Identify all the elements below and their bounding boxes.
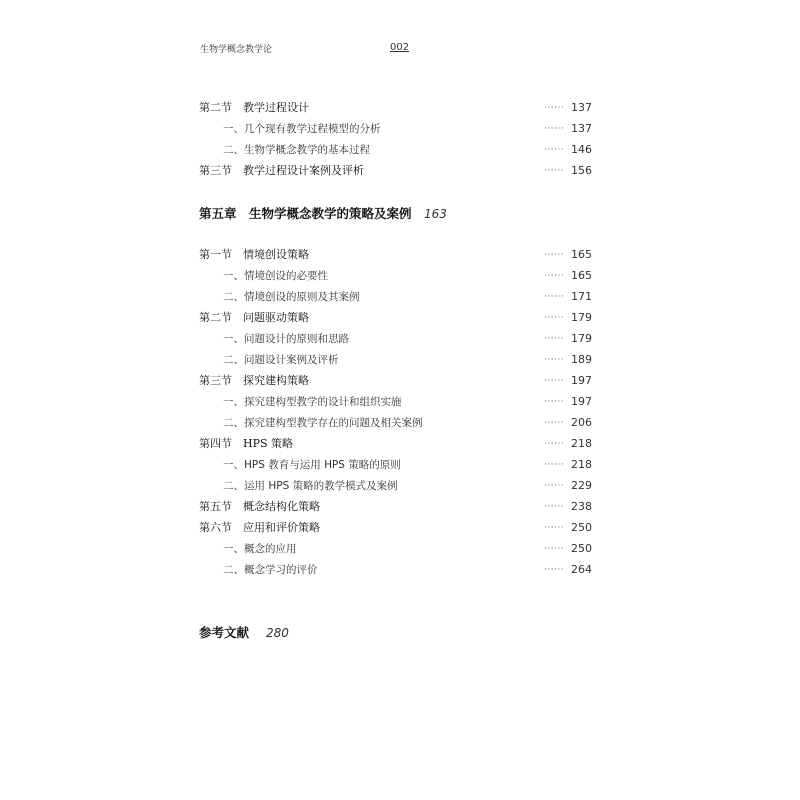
toc-entry-title: 一、问题设计的原则和思路 [223, 333, 349, 345]
toc-item [199, 119, 592, 139]
toc-entry-page: 171 [571, 290, 592, 303]
toc-entry-title: 第二节 问题驱动策略 [199, 311, 309, 324]
toc-section [199, 308, 592, 328]
toc-entry-page: 137 [571, 101, 592, 114]
running-title: 生物学概念教学论 [200, 45, 273, 55]
toc-entry-page: 250 [571, 542, 592, 555]
leader-dots: ······ [544, 523, 565, 533]
leader-dots: ······ [544, 355, 565, 365]
references-title: 参考文献 [199, 625, 250, 640]
toc-item [199, 455, 592, 475]
page-number: 002 [390, 42, 410, 53]
toc-entry-page: 197 [571, 374, 592, 387]
toc-item [199, 560, 592, 580]
toc-entry-page: 197 [571, 395, 592, 408]
leader-dots: ······ [544, 334, 565, 344]
toc-entry-title: 一、概念的应用 [223, 543, 297, 555]
toc-entry-title: 二、生物学概念教学的基本过程 [223, 144, 370, 156]
toc-item [199, 476, 592, 496]
toc-entry-title: 二、情境创设的原则及其案例 [223, 291, 360, 303]
leader-dots: ······ [544, 145, 565, 155]
leader-dots: ······ [544, 397, 565, 407]
toc-entry-page: 156 [571, 164, 592, 177]
toc-entry-page: 146 [571, 143, 592, 156]
toc-entry-title: 第四节 HPS 策略 [199, 437, 294, 450]
references-page: 280 [266, 626, 289, 640]
toc-entry-title: 二、概念学习的评价 [223, 564, 318, 576]
chapter-page: 163 [424, 207, 447, 221]
toc-entry-page: 229 [571, 479, 592, 492]
toc-entry-title: 一、几个现有教学过程模型的分析 [223, 123, 381, 135]
leader-dots: ······ [544, 565, 565, 575]
toc-entry-title: 一、情境创设的必要性 [223, 270, 328, 282]
toc-entry-title: 第三节 教学过程设计案例及评析 [199, 164, 364, 177]
toc-entry-page: 206 [571, 416, 592, 429]
toc-section [199, 245, 592, 265]
toc-entry-page: 179 [571, 311, 592, 324]
leader-dots: ······ [544, 271, 565, 281]
toc-entry-page: 137 [571, 122, 592, 135]
toc-entry-title: 第二节 教学过程设计 [199, 101, 309, 114]
toc-section [199, 98, 592, 118]
toc-entry-page: 165 [571, 269, 592, 282]
leader-dots: ······ [544, 502, 565, 512]
toc-section [199, 518, 592, 538]
toc-entry-title: 一、HPS 教育与运用 HPS 策略的原则 [223, 459, 401, 471]
toc-item [199, 329, 592, 349]
toc-item [199, 266, 592, 286]
toc-entry-page: 165 [571, 248, 592, 261]
leader-dots: ······ [544, 544, 565, 554]
leader-dots: ······ [544, 124, 565, 134]
toc-item [199, 350, 592, 370]
leader-dots: ······ [544, 292, 565, 302]
chapter-title: 第五章 生物学概念教学的策略及案例 [199, 206, 412, 221]
toc-item [199, 287, 592, 307]
toc-item [199, 413, 592, 433]
leader-dots: ······ [544, 439, 565, 449]
toc-entry-title: 二、探究建构型教学存在的问题及相关案例 [223, 417, 423, 429]
toc-entry-title: 第一节 情境创设策略 [199, 248, 309, 261]
toc-item [199, 539, 592, 559]
leader-dots: ······ [544, 481, 565, 491]
toc-entry-page: 218 [571, 437, 592, 450]
leader-dots: ······ [544, 418, 565, 428]
leader-dots: ······ [544, 166, 565, 176]
toc-entry-title: 二、问题设计案例及评析 [223, 354, 339, 366]
toc-entry-page: 238 [571, 500, 592, 513]
leader-dots: ······ [544, 313, 565, 323]
toc-section [199, 161, 592, 181]
toc-section [199, 434, 592, 454]
leader-dots: ······ [544, 376, 565, 386]
toc-section [199, 371, 592, 391]
toc-section [199, 497, 592, 517]
toc-entry-title: 二、运用 HPS 策略的教学模式及案例 [223, 480, 398, 492]
page-header [200, 42, 600, 58]
toc-item [199, 140, 592, 160]
toc-entry-page: 250 [571, 521, 592, 534]
leader-dots: ······ [544, 460, 565, 470]
toc-entry-title: 第五节 概念结构化策略 [199, 500, 320, 513]
toc-entry-title: 第三节 探究建构策略 [199, 374, 309, 387]
toc-entry-page: 264 [571, 563, 592, 576]
toc-item [199, 392, 592, 412]
toc-entry-page: 218 [571, 458, 592, 471]
leader-dots: ······ [544, 250, 565, 260]
toc-entry-title: 第六节 应用和评价策略 [199, 521, 320, 534]
leader-dots: ······ [544, 103, 565, 113]
toc-entry-page: 189 [571, 353, 592, 366]
toc-entry-title: 一、探究建构型教学的设计和组织实施 [223, 396, 402, 408]
toc-entry-page: 179 [571, 332, 592, 345]
